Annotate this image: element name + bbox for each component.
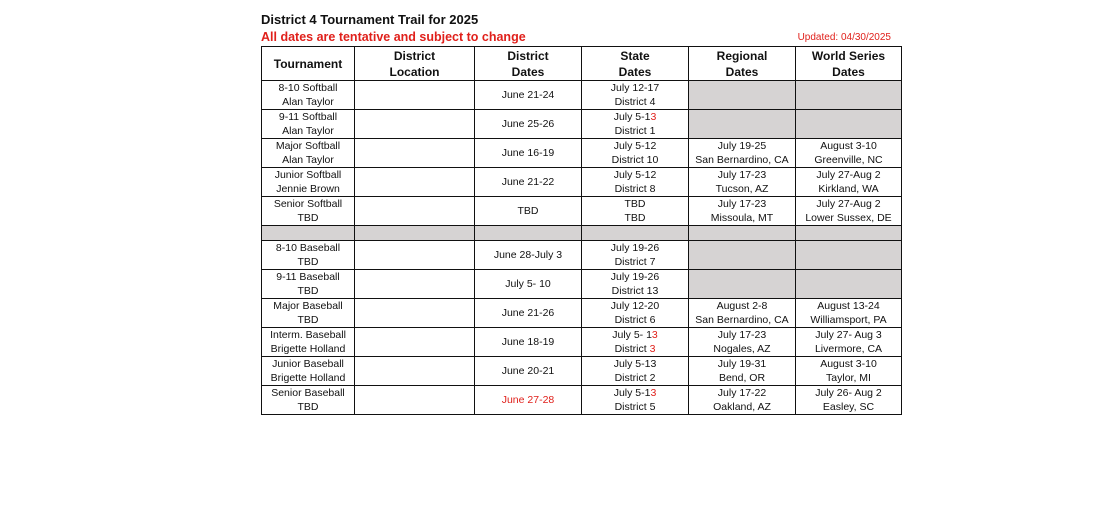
header-label: World Series <box>811 48 886 63</box>
separator-cell <box>262 226 355 241</box>
tournament-cell <box>262 197 355 226</box>
world-series-cell-shaded <box>796 110 902 139</box>
regional-cell <box>689 386 796 415</box>
regional-cell-shaded <box>689 241 796 270</box>
state-cell <box>582 81 689 110</box>
district-dates-cell <box>475 81 582 110</box>
tournament-contact: TBD <box>297 212 319 224</box>
tournament-name: Junior Softball <box>274 169 342 181</box>
tournament-contact: TBD <box>297 401 319 413</box>
tournament-cell <box>262 328 355 357</box>
state-dates-text: July 19-26 <box>610 271 660 283</box>
regional-dates: July 17-23 <box>717 169 767 181</box>
table-row <box>262 197 902 226</box>
state-dates <box>582 139 688 153</box>
state-site <box>582 95 688 109</box>
header-label: State <box>620 48 650 63</box>
header-regional-dates <box>689 47 796 81</box>
header-world-series-dates <box>796 47 902 81</box>
header-district-dates <box>475 47 582 81</box>
state-site <box>582 342 688 356</box>
tournament-cell <box>262 139 355 168</box>
header-label: Dates <box>618 64 652 79</box>
header-state-dates <box>582 47 689 81</box>
tournament-name: Senior Baseball <box>271 387 345 399</box>
district-location-cell <box>355 270 475 299</box>
district-dates: June 25-26 <box>501 118 555 130</box>
regional-cell <box>689 357 796 386</box>
state-site-text: District 1 <box>614 125 656 137</box>
tournament-cell <box>262 299 355 328</box>
state-cell <box>582 241 689 270</box>
world-series-site: Easley, SC <box>822 401 875 413</box>
regional-cell-shaded <box>689 110 796 139</box>
tournament-contact: TBD <box>297 285 319 297</box>
state-dates <box>582 270 688 284</box>
header-row <box>262 47 902 81</box>
district-dates: TBD <box>517 205 539 217</box>
world-series-cell <box>796 168 902 197</box>
regional-cell <box>689 139 796 168</box>
separator-cell <box>475 226 582 241</box>
tournament-name: 8-10 Softball <box>278 82 338 94</box>
tournament-cell <box>262 357 355 386</box>
state-site <box>582 124 688 138</box>
district-location-cell <box>355 328 475 357</box>
world-series-site: Livermore, CA <box>814 343 883 355</box>
header-district-location <box>355 47 475 81</box>
regional-site: San Bernardino, CA <box>695 314 789 326</box>
state-dates-text: July 5-12 <box>613 169 657 181</box>
subtitle-row <box>261 29 901 46</box>
regional-dates: July 19-31 <box>717 358 767 370</box>
tournament-name: Interm. Baseball <box>270 329 346 341</box>
district-dates: June 28-July 3 <box>493 249 563 261</box>
world-series-dates: July 27-Aug 2 <box>816 169 881 181</box>
district-dates-cell <box>475 168 582 197</box>
header-tournament <box>262 47 355 81</box>
district-dates: July 5- 10 <box>505 278 551 290</box>
district-location-cell <box>355 81 475 110</box>
state-dates-text: July 5- 1 <box>612 329 652 341</box>
state-cell <box>582 328 689 357</box>
world-series-dates: July 27-Aug 2 <box>816 198 881 210</box>
world-series-cell-shaded <box>796 270 902 299</box>
tournament-contact: TBD <box>297 314 319 326</box>
header-label: Dates <box>725 64 759 79</box>
world-series-cell-shaded <box>796 241 902 270</box>
tournament-name: Major Softball <box>275 140 341 152</box>
regional-site: Oakland, AZ <box>713 401 771 413</box>
tournament-cell <box>262 168 355 197</box>
world-series-cell-shaded <box>796 81 902 110</box>
updated-date: Updated: 04/30/2025 <box>797 32 891 43</box>
district-dates: June 21-22 <box>501 176 555 188</box>
world-series-site: Lower Sussex, DE <box>805 212 892 224</box>
district-location-cell <box>355 299 475 328</box>
district-dates: June 21-26 <box>501 307 555 319</box>
tournament-trail-sheet <box>261 12 901 415</box>
regional-cell <box>689 197 796 226</box>
state-site-text: TBD <box>624 212 646 224</box>
regional-dates: July 17-23 <box>717 198 767 210</box>
header-label: District <box>393 48 436 63</box>
table-row <box>262 139 902 168</box>
world-series-site: Taylor, MI <box>826 372 871 384</box>
state-dates-changed: 3 <box>650 111 657 123</box>
tournament-name: 9-11 Softball <box>278 111 338 123</box>
world-series-dates: August 3-10 <box>820 140 877 152</box>
state-dates <box>582 328 688 342</box>
regional-site: Missoula, MT <box>710 212 774 224</box>
table-row <box>262 270 902 299</box>
state-site-text: District 8 <box>614 183 656 195</box>
district-dates-cell <box>475 357 582 386</box>
district-dates: June 20-21 <box>501 365 555 377</box>
page-title: District 4 Tournament Trail for 2025 <box>261 12 479 27</box>
district-dates-cell <box>475 328 582 357</box>
district-dates-cell <box>475 270 582 299</box>
state-dates <box>582 241 688 255</box>
table-row <box>262 299 902 328</box>
state-cell <box>582 357 689 386</box>
state-cell <box>582 270 689 299</box>
district-dates-cell <box>475 386 582 415</box>
table-row <box>262 81 902 110</box>
district-location-cell <box>355 197 475 226</box>
state-cell <box>582 168 689 197</box>
world-series-dates: July 26- Aug 2 <box>815 387 882 399</box>
world-series-cell <box>796 328 902 357</box>
state-cell <box>582 110 689 139</box>
tournament-contact: Jennie Brown <box>276 183 340 195</box>
separator-cell <box>582 226 689 241</box>
tournament-contact: Brigette Holland <box>270 372 346 384</box>
table-row <box>262 110 902 139</box>
district-dates: June 18-19 <box>501 336 555 348</box>
regional-site: Tucson, AZ <box>715 183 769 195</box>
state-dates-changed: 3 <box>650 387 657 399</box>
regional-cell <box>689 328 796 357</box>
district-location-cell <box>355 139 475 168</box>
tournament-cell <box>262 110 355 139</box>
district-dates: June 21-24 <box>501 89 555 101</box>
header-label: Regional <box>716 48 768 63</box>
state-dates-text: July 19-26 <box>610 242 660 254</box>
tournament-contact: Alan Taylor <box>282 154 334 166</box>
state-dates-text: July 5-13 <box>613 358 657 370</box>
tournament-name: 8-10 Baseball <box>275 242 341 254</box>
world-series-site: Williamsport, PA <box>810 314 887 326</box>
tournament-name: 9-11 Baseball <box>276 271 340 283</box>
district-location-cell <box>355 241 475 270</box>
state-dates <box>582 357 688 371</box>
state-dates-text: July 5-1 <box>613 387 651 399</box>
state-dates <box>582 197 688 211</box>
state-cell <box>582 299 689 328</box>
state-cell <box>582 386 689 415</box>
district-dates-cell <box>475 110 582 139</box>
state-site-text: District <box>614 343 650 355</box>
header-label: Tournament <box>273 56 343 71</box>
state-dates <box>582 81 688 95</box>
district-dates-cell <box>475 241 582 270</box>
world-series-dates: August 13-24 <box>817 300 880 312</box>
world-series-cell <box>796 197 902 226</box>
world-series-site: Kirkland, WA <box>818 183 879 195</box>
regional-site: San Bernardino, CA <box>695 154 789 166</box>
tournament-cell <box>262 386 355 415</box>
state-dates <box>582 386 688 400</box>
table-row <box>262 357 902 386</box>
district-location-cell <box>355 110 475 139</box>
tournament-table <box>261 46 902 415</box>
table-row <box>262 328 902 357</box>
table-row <box>262 168 902 197</box>
state-site-text: District 10 <box>611 154 659 166</box>
table-row <box>262 226 902 241</box>
state-cell <box>582 197 689 226</box>
state-dates-text: July 12-17 <box>610 82 660 94</box>
regional-cell-shaded <box>689 270 796 299</box>
tournament-cell <box>262 270 355 299</box>
tournament-contact: Brigette Holland <box>270 343 346 355</box>
tournament-contact: TBD <box>297 256 319 268</box>
separator-cell <box>689 226 796 241</box>
regional-site: Bend, OR <box>718 372 766 384</box>
state-site <box>582 211 688 225</box>
regional-dates: July 19-25 <box>717 140 767 152</box>
state-dates-text: TBD <box>624 198 646 210</box>
tournament-name: Junior Baseball <box>272 358 344 370</box>
header-label: Dates <box>832 64 865 79</box>
world-series-cell <box>796 299 902 328</box>
world-series-dates: August 3-10 <box>820 358 877 370</box>
state-site <box>582 153 688 167</box>
world-series-dates: July 27- Aug 3 <box>815 329 882 341</box>
table-row <box>262 241 902 270</box>
state-site-text: District 5 <box>614 401 656 413</box>
header-label: Location <box>389 64 440 79</box>
tentative-notice: All dates are tentative and subject to change <box>261 30 526 44</box>
district-location-cell <box>355 386 475 415</box>
state-site <box>582 400 688 414</box>
state-dates-changed: 3 <box>651 329 658 341</box>
table-body <box>262 81 902 415</box>
tournament-cell <box>262 241 355 270</box>
state-site <box>582 182 688 196</box>
regional-cell <box>689 299 796 328</box>
state-site <box>582 313 688 327</box>
state-site-text: District 4 <box>614 96 656 108</box>
regional-dates: August 2-8 <box>716 300 768 312</box>
world-series-cell <box>796 139 902 168</box>
district-dates-cell <box>475 299 582 328</box>
table-row <box>262 386 902 415</box>
state-site <box>582 284 688 298</box>
state-dates <box>582 110 688 124</box>
state-site-text: District 2 <box>614 372 656 384</box>
state-site-changed: 3 <box>649 343 656 355</box>
world-series-cell <box>796 357 902 386</box>
separator-cell <box>355 226 475 241</box>
tournament-cell <box>262 81 355 110</box>
header-label: Dates <box>511 64 545 79</box>
state-site <box>582 255 688 269</box>
regional-site: Nogales, AZ <box>713 343 771 355</box>
world-series-cell <box>796 386 902 415</box>
district-dates: June 16-19 <box>501 147 555 159</box>
regional-dates: July 17-23 <box>717 329 767 341</box>
state-dates-text: July 5-12 <box>613 140 657 152</box>
state-site-text: District 6 <box>614 314 656 326</box>
state-dates-text: July 12-20 <box>610 300 660 312</box>
state-site-text: District 13 <box>611 285 659 297</box>
district-location-cell <box>355 168 475 197</box>
regional-cell-shaded <box>689 81 796 110</box>
state-cell <box>582 139 689 168</box>
state-site <box>582 371 688 385</box>
state-site-text: District 7 <box>614 256 656 268</box>
tournament-name: Senior Softball <box>273 198 343 210</box>
district-location-cell <box>355 357 475 386</box>
district-dates-cell <box>475 197 582 226</box>
district-dates: June 27-28 <box>501 394 555 406</box>
state-dates <box>582 299 688 313</box>
regional-cell <box>689 168 796 197</box>
state-dates-text: July 5-1 <box>613 111 651 123</box>
world-series-site: Greenville, NC <box>814 154 883 166</box>
tournament-name: Major Baseball <box>273 300 343 312</box>
tournament-contact: Alan Taylor <box>282 125 334 137</box>
separator-cell <box>796 226 902 241</box>
header-label: District <box>507 48 549 63</box>
state-dates <box>582 168 688 182</box>
table-header <box>262 47 902 81</box>
district-dates-cell <box>475 139 582 168</box>
tournament-contact: Alan Taylor <box>282 96 334 108</box>
regional-dates: July 17-22 <box>717 387 767 399</box>
